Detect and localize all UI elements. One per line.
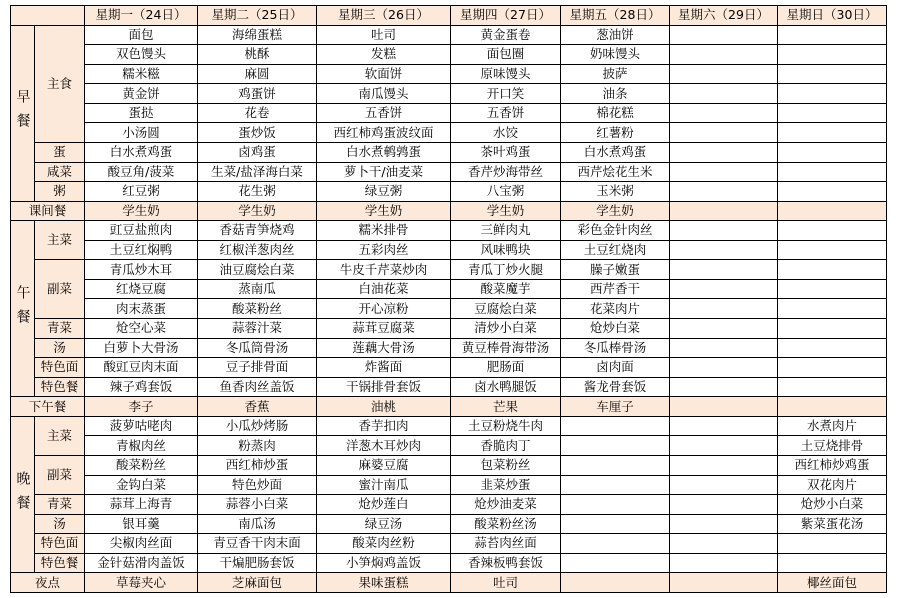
dinner-row xyxy=(11,455,887,475)
dish-cell: 青豆香干肉末面 xyxy=(198,534,317,554)
category-label: 副菜 xyxy=(35,260,85,319)
day-header: 星期四（27日） xyxy=(451,6,561,26)
dinner-row xyxy=(11,514,887,534)
dish-cell: 披萨 xyxy=(561,64,670,84)
dish-cell: 香辣板鸭套饭 xyxy=(451,553,561,573)
category-label: 咸菜 xyxy=(35,162,85,182)
dish-cell: 南瓜汤 xyxy=(198,514,317,534)
dish-cell xyxy=(561,553,670,573)
dish-cell: 辣子鸡套饭 xyxy=(85,377,198,397)
dish-cell: 蒜茸上海青 xyxy=(85,495,198,515)
dish-cell: 三鲜肉丸 xyxy=(451,221,561,241)
breakfast-row xyxy=(11,123,887,143)
snack-cell: 芝麻面包 xyxy=(198,573,317,593)
dish-cell: 特色炒面 xyxy=(198,475,317,495)
dish-cell: 炝炒小白菜 xyxy=(778,495,887,515)
dish-cell: 萝卜干/油麦菜 xyxy=(317,162,451,182)
dish-cell xyxy=(670,123,778,143)
dish-cell xyxy=(670,338,778,358)
dish-cell: 桃酥 xyxy=(198,45,317,65)
category-label: 特色餐 xyxy=(35,377,85,397)
dish-cell: 冬瓜筒骨汤 xyxy=(198,338,317,358)
snack-cell: 芒果 xyxy=(451,397,561,417)
dish-cell xyxy=(670,416,778,436)
dish-cell: 白水煮鸡蛋 xyxy=(561,142,670,162)
category-label: 蛋 xyxy=(35,142,85,162)
dish-cell: 冬瓜棒骨汤 xyxy=(561,338,670,358)
dish-cell: 红豆粥 xyxy=(85,182,198,202)
dish-cell: 香芋扣肉 xyxy=(317,416,451,436)
category-label: 特色餐 xyxy=(35,553,85,573)
dish-cell: 蜜汁南瓜 xyxy=(317,475,451,495)
dish-cell: 油条 xyxy=(561,84,670,104)
dish-cell: 豆子排骨面 xyxy=(198,358,317,378)
breakfast-row xyxy=(11,162,887,182)
dish-cell xyxy=(670,279,778,299)
dish-cell xyxy=(778,377,887,397)
dish-cell: 黄豆棒骨海带汤 xyxy=(451,338,561,358)
dish-cell xyxy=(778,338,887,358)
dish-cell: 西红柿炒蛋 xyxy=(198,455,317,475)
dish-cell: 蛋炒饭 xyxy=(198,123,317,143)
weekly-menu-table xyxy=(10,5,887,593)
dish-cell: 红薯粉 xyxy=(561,123,670,143)
dish-cell: 风味鸭块 xyxy=(451,240,561,260)
snack-label: 课间餐 xyxy=(11,201,85,221)
dish-cell: 炝空心菜 xyxy=(85,319,198,339)
dish-cell: 白水煮鹌鹑蛋 xyxy=(317,142,451,162)
dish-cell: 干锅排骨套饭 xyxy=(317,377,451,397)
dish-cell: 五香饼 xyxy=(451,103,561,123)
dish-cell: 菠萝咕咾肉 xyxy=(85,416,198,436)
dish-cell xyxy=(670,240,778,260)
dish-cell: 黄金饼 xyxy=(85,84,198,104)
dish-cell: 青椒肉丝 xyxy=(85,436,198,456)
dish-cell xyxy=(778,260,887,280)
dish-cell xyxy=(561,475,670,495)
dish-cell xyxy=(670,182,778,202)
dish-cell: 棉花糕 xyxy=(561,103,670,123)
dish-cell xyxy=(778,299,887,319)
dish-cell: 蒜蓉小白菜 xyxy=(198,495,317,515)
snack-cell: 香蕉 xyxy=(198,397,317,417)
lunch-row xyxy=(11,240,887,260)
dish-cell: 葱油饼 xyxy=(561,25,670,45)
dish-cell: 八宝粥 xyxy=(451,182,561,202)
snack-cell xyxy=(670,573,778,593)
dish-cell: 肥肠面 xyxy=(451,358,561,378)
meal-label: 早餐 xyxy=(11,25,35,201)
dish-cell xyxy=(778,142,887,162)
dish-cell: 鸡蛋饼 xyxy=(198,84,317,104)
meal-label: 晚餐 xyxy=(11,416,35,573)
dish-cell: 包菜粉丝 xyxy=(451,455,561,475)
dish-cell xyxy=(561,495,670,515)
dish-cell: 蒜蓉汁菜 xyxy=(198,319,317,339)
dish-cell: 香芹炒海带丝 xyxy=(451,162,561,182)
dish-cell xyxy=(670,162,778,182)
dish-cell: 土豆粉烧牛肉 xyxy=(451,416,561,436)
dish-cell xyxy=(778,162,887,182)
dish-cell xyxy=(561,514,670,534)
lunch-row xyxy=(11,279,887,299)
snack-cell xyxy=(778,201,887,221)
dish-cell: 绿豆汤 xyxy=(317,514,451,534)
dish-cell: 面包 xyxy=(85,25,198,45)
dish-cell: 五香饼 xyxy=(317,103,451,123)
snack-cell: 椰丝面包 xyxy=(778,573,887,593)
dish-cell: 南瓜馒头 xyxy=(317,84,451,104)
dish-cell: 水煮肉片 xyxy=(778,416,887,436)
dish-cell: 绿豆粥 xyxy=(317,182,451,202)
dish-cell xyxy=(778,84,887,104)
dish-cell: 红椒洋葱肉丝 xyxy=(198,240,317,260)
dish-cell xyxy=(778,123,887,143)
dish-cell xyxy=(561,534,670,554)
dish-cell: 酸菜粉丝 xyxy=(85,455,198,475)
category-label: 特色面 xyxy=(35,358,85,378)
dish-cell xyxy=(670,514,778,534)
dish-cell xyxy=(778,319,887,339)
dinner-row xyxy=(11,534,887,554)
dish-cell: 酸菜粉丝 xyxy=(198,299,317,319)
dish-cell xyxy=(670,534,778,554)
dish-cell: 香菇青笋烧鸡 xyxy=(198,221,317,241)
dish-cell xyxy=(778,534,887,554)
breakfast-row xyxy=(11,182,887,202)
snack-cell: 学生奶 xyxy=(317,201,451,221)
breakfast-row xyxy=(11,103,887,123)
dish-cell: 豆腐烩白菜 xyxy=(451,299,561,319)
dish-cell xyxy=(561,436,670,456)
dish-cell: 双色馒头 xyxy=(85,45,198,65)
afternoon_snack-row xyxy=(11,397,887,417)
dish-cell xyxy=(670,319,778,339)
dish-cell: 白萝卜大骨汤 xyxy=(85,338,198,358)
dish-cell: 金钩白菜 xyxy=(85,475,198,495)
dish-cell: 蒜苔肉丝面 xyxy=(451,534,561,554)
dish-cell xyxy=(778,45,887,65)
dish-cell: 黄金蛋卷 xyxy=(451,25,561,45)
dish-cell: 香脆肉丁 xyxy=(451,436,561,456)
header-corner xyxy=(11,6,85,26)
dish-cell: 红烧豆腐 xyxy=(85,279,198,299)
dish-cell xyxy=(778,25,887,45)
dinner-row xyxy=(11,553,887,573)
dish-cell: 洋葱木耳炒肉 xyxy=(317,436,451,456)
dish-cell: 海绵蛋糕 xyxy=(198,25,317,45)
dish-cell: 蛋挞 xyxy=(85,103,198,123)
snack-cell: 学生奶 xyxy=(561,201,670,221)
dish-cell: 西芹烩花生米 xyxy=(561,162,670,182)
dish-cell: 糯米糍 xyxy=(85,64,198,84)
dinner-row xyxy=(11,436,887,456)
snack-cell: 草莓夹心 xyxy=(85,573,198,593)
category-label: 青菜 xyxy=(35,319,85,339)
snack-cell: 油桃 xyxy=(317,397,451,417)
lunch-row xyxy=(11,299,887,319)
dish-cell: 玉米粥 xyxy=(561,182,670,202)
dish-cell: 双花肉片 xyxy=(778,475,887,495)
dish-cell: 鱼香肉丝盖饭 xyxy=(198,377,317,397)
dish-cell: 西红柿炒鸡蛋 xyxy=(778,455,887,475)
dish-cell: 茶叶鸡蛋 xyxy=(451,142,561,162)
day-header: 星期二（25日） xyxy=(198,6,317,26)
dish-cell xyxy=(778,103,887,123)
dish-cell: 小瓜炒烤肠 xyxy=(198,416,317,436)
breakfast-row xyxy=(11,64,887,84)
dish-cell xyxy=(670,142,778,162)
snack-cell: 学生奶 xyxy=(451,201,561,221)
night_snack-row xyxy=(11,573,887,593)
dish-cell: 卤肉面 xyxy=(561,358,670,378)
dish-cell xyxy=(670,553,778,573)
dish-cell xyxy=(778,279,887,299)
dish-cell xyxy=(670,103,778,123)
dish-cell: 麻婆豆腐 xyxy=(317,455,451,475)
breakfast-row xyxy=(11,84,887,104)
dish-cell: 卤水鸭腿饭 xyxy=(451,377,561,397)
dish-cell xyxy=(778,240,887,260)
dish-cell: 豇豆盐煎肉 xyxy=(85,221,198,241)
lunch-row xyxy=(11,260,887,280)
day-header: 星期三（26日） xyxy=(317,6,451,26)
dish-cell: 韭菜炒蛋 xyxy=(451,475,561,495)
day-header: 星期六（29日） xyxy=(670,6,778,26)
dish-cell: 牛皮千芹菜炒肉 xyxy=(317,260,451,280)
dish-cell: 银耳羹 xyxy=(85,514,198,534)
snack-cell: 吐司 xyxy=(451,573,561,593)
dish-cell xyxy=(670,25,778,45)
snack-cell xyxy=(670,397,778,417)
dish-cell xyxy=(670,84,778,104)
lunch-row xyxy=(11,338,887,358)
meal-label: 午餐 xyxy=(11,221,35,397)
day-header: 星期五（28日） xyxy=(561,6,670,26)
dish-cell xyxy=(670,45,778,65)
snack-label: 下午餐 xyxy=(11,397,85,417)
category-label: 主菜 xyxy=(35,416,85,455)
dish-cell: 白油花菜 xyxy=(317,279,451,299)
dish-cell: 酱龙骨套饭 xyxy=(561,377,670,397)
dish-cell: 酸豆角/菠菜 xyxy=(85,162,198,182)
dish-cell: 炝炒白菜 xyxy=(561,319,670,339)
dish-cell: 干煸肥肠套饭 xyxy=(198,553,317,573)
dish-cell: 开心凉粉 xyxy=(317,299,451,319)
dish-cell xyxy=(561,416,670,436)
dish-cell: 酸豇豆肉末面 xyxy=(85,358,198,378)
breakfast-row xyxy=(11,142,887,162)
snack-cell: 果味蛋糕 xyxy=(317,573,451,593)
dish-cell: 小笋焖鸡盖饭 xyxy=(317,553,451,573)
dish-cell xyxy=(778,358,887,378)
dish-cell xyxy=(670,455,778,475)
dinner-row xyxy=(11,416,887,436)
dish-cell: 蒸南瓜 xyxy=(198,279,317,299)
lunch-row xyxy=(11,358,887,378)
dinner-row xyxy=(11,495,887,515)
dish-cell xyxy=(670,299,778,319)
dish-cell: 青瓜炒木耳 xyxy=(85,260,198,280)
snack-cell: 李子 xyxy=(85,397,198,417)
dish-cell: 酸菜魔芋 xyxy=(451,279,561,299)
dish-cell: 土豆红焖鸭 xyxy=(85,240,198,260)
dish-cell xyxy=(670,64,778,84)
snack-cell: 学生奶 xyxy=(198,201,317,221)
dish-cell xyxy=(561,455,670,475)
dish-cell: 金针菇滑肉盖饭 xyxy=(85,553,198,573)
dish-cell: 粉蒸肉 xyxy=(198,436,317,456)
dish-cell: 原味馒头 xyxy=(451,64,561,84)
dish-cell: 白水煮鸡蛋 xyxy=(85,142,198,162)
dish-cell xyxy=(778,553,887,573)
dish-cell: 水饺 xyxy=(451,123,561,143)
category-label: 汤 xyxy=(35,338,85,358)
dish-cell: 发糕 xyxy=(317,45,451,65)
dish-cell xyxy=(670,377,778,397)
category-label: 汤 xyxy=(35,514,85,534)
dish-cell: 西红柿鸡蛋波纹面 xyxy=(317,123,451,143)
dish-cell xyxy=(778,64,887,84)
dish-cell: 土豆红烧肉 xyxy=(561,240,670,260)
dish-cell: 酸菜粉丝汤 xyxy=(451,514,561,534)
dish-cell: 软面饼 xyxy=(317,64,451,84)
dish-cell xyxy=(670,436,778,456)
dish-cell xyxy=(778,182,887,202)
category-label: 青菜 xyxy=(35,495,85,515)
dish-cell xyxy=(670,495,778,515)
dish-cell: 生菜/盐泽海白菜 xyxy=(198,162,317,182)
snack-cell: 学生奶 xyxy=(85,201,198,221)
lunch-row xyxy=(11,221,887,241)
dish-cell: 吐司 xyxy=(317,25,451,45)
dish-cell: 花菜肉片 xyxy=(561,299,670,319)
dish-cell: 奶味馒头 xyxy=(561,45,670,65)
dish-cell: 蒜茸豆腐菜 xyxy=(317,319,451,339)
dish-cell: 尖椒肉丝面 xyxy=(85,534,198,554)
dish-cell: 开口笑 xyxy=(451,84,561,104)
snack-cell xyxy=(778,397,887,417)
lunch-row xyxy=(11,319,887,339)
dish-cell: 青瓜丁炒火腿 xyxy=(451,260,561,280)
dish-cell: 紫菜蛋花汤 xyxy=(778,514,887,534)
dish-cell: 酸菜肉丝粉 xyxy=(317,534,451,554)
dish-cell: 西芹香干 xyxy=(561,279,670,299)
dish-cell: 卤鸡蛋 xyxy=(198,142,317,162)
dish-cell: 花卷 xyxy=(198,103,317,123)
dish-cell: 炸酱面 xyxy=(317,358,451,378)
snack-label: 夜点 xyxy=(11,573,85,593)
category-label: 主菜 xyxy=(35,221,85,260)
snack-cell xyxy=(561,573,670,593)
dinner-row xyxy=(11,475,887,495)
dish-cell: 麻圆 xyxy=(198,64,317,84)
dish-cell: 花生粥 xyxy=(198,182,317,202)
dish-cell xyxy=(670,221,778,241)
dish-cell: 肉末蒸蛋 xyxy=(85,299,198,319)
dish-cell: 炝炒莲白 xyxy=(317,495,451,515)
dish-cell: 彩色金针肉丝 xyxy=(561,221,670,241)
dish-cell xyxy=(670,475,778,495)
dish-cell: 清炒小白菜 xyxy=(451,319,561,339)
dish-cell: 糯米排骨 xyxy=(317,221,451,241)
day-header: 星期一（24日） xyxy=(85,6,198,26)
day-header: 星期日（30日） xyxy=(778,6,887,26)
category-label: 主食 xyxy=(35,25,85,142)
dish-cell: 面包圈 xyxy=(451,45,561,65)
category-label: 副菜 xyxy=(35,455,85,494)
dish-cell xyxy=(670,358,778,378)
category-label: 粥 xyxy=(35,182,85,202)
breakfast-row xyxy=(11,25,887,45)
dish-cell: 小汤圆 xyxy=(85,123,198,143)
dish-cell: 莲藕大骨汤 xyxy=(317,338,451,358)
dish-cell: 臊子嫩蛋 xyxy=(561,260,670,280)
lunch-row xyxy=(11,377,887,397)
snack-cell: 车厘子 xyxy=(561,397,670,417)
breakfast-row xyxy=(11,45,887,65)
dish-cell: 炝炒油麦菜 xyxy=(451,495,561,515)
morning_snack-row xyxy=(11,201,887,221)
dish-cell xyxy=(778,221,887,241)
dish-cell: 土豆烧排骨 xyxy=(778,436,887,456)
snack-cell xyxy=(670,201,778,221)
dish-cell: 油豆腐烩白菜 xyxy=(198,260,317,280)
dish-cell: 五彩肉丝 xyxy=(317,240,451,260)
dish-cell xyxy=(670,260,778,280)
category-label: 特色面 xyxy=(35,534,85,554)
header-row xyxy=(11,6,887,26)
